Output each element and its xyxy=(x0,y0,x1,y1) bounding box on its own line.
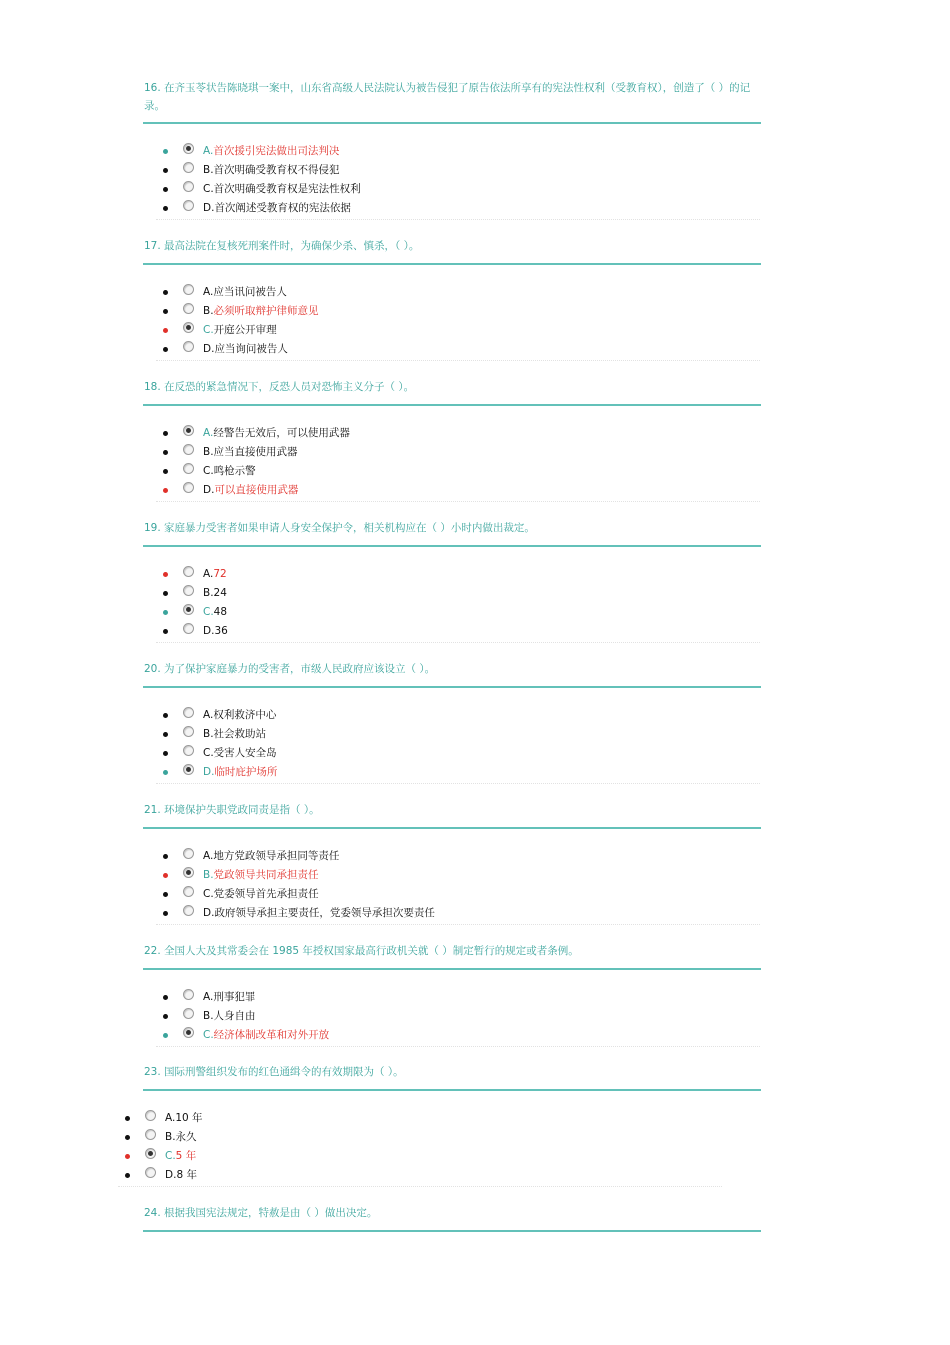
option-letter: B. xyxy=(203,1010,214,1022)
list-bullet-icon xyxy=(163,431,168,436)
option-text: 政府领导承担主要责任，党委领导承担次要责任 xyxy=(214,907,435,919)
answer-option[interactable] xyxy=(0,706,600,725)
option-separator xyxy=(156,924,760,925)
list-bullet-icon xyxy=(163,168,168,173)
radio-unchecked-icon[interactable] xyxy=(183,482,194,493)
question-text: 18. 在反恐的紧急情况下，反恐人员对恐怖主义分子（ ）。 xyxy=(144,381,415,393)
radio-unchecked-icon[interactable] xyxy=(183,566,194,577)
answer-option[interactable] xyxy=(0,622,600,641)
option-letter: A. xyxy=(203,286,214,298)
option-label xyxy=(165,1166,197,1184)
radio-checked-icon[interactable] xyxy=(183,867,194,878)
radio-unchecked-icon[interactable] xyxy=(183,623,194,634)
option-letter: A. xyxy=(203,568,214,580)
option-letter: B. xyxy=(203,305,214,317)
list-bullet-icon xyxy=(163,206,168,211)
radio-unchecked-icon[interactable] xyxy=(183,162,194,173)
option-separator xyxy=(156,360,760,361)
option-label xyxy=(203,199,351,217)
question-text: 19. 家庭暴力受害者如果申请人身安全保护令，相关机构应在（ ）小时内做出裁定。 xyxy=(144,522,535,534)
list-bullet-icon xyxy=(163,309,168,314)
option-separator xyxy=(156,1046,760,1047)
answer-option[interactable] xyxy=(0,302,600,321)
answer-option[interactable] xyxy=(0,988,600,1007)
question-text: 20. 为了保护家庭暴力的受害者，市级人民政府应该设立（ ）。 xyxy=(144,663,436,675)
list-bullet-icon xyxy=(163,751,168,756)
radio-checked-icon[interactable] xyxy=(183,322,194,333)
option-letter: D. xyxy=(203,625,215,637)
option-text: 必须听取辩护律师意见 xyxy=(213,305,319,317)
question-divider xyxy=(143,263,761,265)
answer-option[interactable] xyxy=(0,1147,600,1166)
radio-unchecked-icon[interactable] xyxy=(183,463,194,474)
option-separator xyxy=(156,783,760,784)
option-text: 党政领导共同承担责任 xyxy=(213,869,319,881)
option-text: 权利救济中心 xyxy=(213,709,277,721)
radio-unchecked-icon[interactable] xyxy=(183,848,194,859)
radio-unchecked-icon[interactable] xyxy=(183,886,194,897)
radio-unchecked-icon[interactable] xyxy=(183,726,194,737)
option-letter: C. xyxy=(203,465,214,477)
list-bullet-icon xyxy=(163,713,168,718)
answer-option[interactable] xyxy=(0,443,600,462)
option-text: 鸣枪示警 xyxy=(213,465,256,477)
list-bullet-icon xyxy=(163,450,168,455)
option-text: 8 年 xyxy=(176,1169,197,1181)
option-text: 开庭公开审理 xyxy=(213,324,277,336)
option-letter: C. xyxy=(203,324,214,336)
answer-option[interactable] xyxy=(0,603,600,622)
answer-option[interactable] xyxy=(0,161,600,180)
option-text: 受害人安全岛 xyxy=(213,747,277,759)
option-letter: C. xyxy=(203,606,214,618)
list-bullet-icon xyxy=(163,610,168,615)
option-letter: A. xyxy=(203,145,214,157)
option-label xyxy=(203,988,255,1006)
list-bullet-icon xyxy=(163,591,168,596)
option-letter: A. xyxy=(165,1112,176,1124)
option-text: 首次阐述受教育权的宪法依据 xyxy=(214,202,351,214)
option-label xyxy=(203,321,277,339)
option-label xyxy=(203,340,288,358)
option-label xyxy=(203,763,277,781)
answer-option[interactable] xyxy=(0,1128,600,1147)
list-bullet-icon xyxy=(163,469,168,474)
option-label xyxy=(203,1026,329,1044)
answer-option[interactable] xyxy=(0,340,600,359)
question-divider xyxy=(143,1230,761,1232)
option-letter: B. xyxy=(203,164,214,176)
option-label xyxy=(165,1147,196,1165)
option-text: 可以直接使用武器 xyxy=(214,484,299,496)
option-separator xyxy=(156,219,760,220)
answer-option[interactable] xyxy=(0,1007,600,1026)
option-letter: A. xyxy=(203,709,214,721)
answer-option[interactable] xyxy=(0,847,600,866)
option-label xyxy=(165,1128,197,1146)
option-label xyxy=(203,706,276,724)
option-letter: D. xyxy=(203,907,215,919)
list-bullet-icon xyxy=(163,187,168,192)
list-bullet-icon xyxy=(163,911,168,916)
question-text: 24. 根据我国宪法规定，特赦是由（ ）做出决定。 xyxy=(144,1207,378,1219)
option-label xyxy=(203,481,298,499)
option-label xyxy=(203,565,227,583)
radio-unchecked-icon[interactable] xyxy=(183,181,194,192)
question-text: 23. 国际刑警组织发布的红色通缉令的有效期限为（ ）。 xyxy=(144,1066,404,1078)
answer-option[interactable] xyxy=(0,744,600,763)
option-text: 首次援引宪法做出司法判决 xyxy=(213,145,340,157)
option-letter: A. xyxy=(203,850,214,862)
option-letter: C. xyxy=(203,183,214,195)
radio-checked-icon[interactable] xyxy=(183,604,194,615)
option-text: 地方党政领导承担同等责任 xyxy=(213,850,340,862)
answer-option[interactable] xyxy=(0,424,600,443)
list-bullet-icon xyxy=(163,854,168,859)
option-text: 48 xyxy=(213,606,228,618)
answer-option[interactable] xyxy=(0,1166,600,1185)
option-text: 人身自由 xyxy=(213,1010,256,1022)
option-separator xyxy=(156,501,760,502)
option-separator xyxy=(156,642,760,643)
option-label xyxy=(203,725,266,743)
option-text: 应当直接使用武器 xyxy=(213,446,298,458)
question-divider xyxy=(143,968,761,970)
option-letter: A. xyxy=(203,427,214,439)
radio-unchecked-icon[interactable] xyxy=(145,1110,156,1121)
option-letter: B. xyxy=(203,728,214,740)
option-text: 经济体制改革和对外开放 xyxy=(213,1029,330,1041)
radio-unchecked-icon[interactable] xyxy=(183,585,194,596)
option-label xyxy=(203,462,256,480)
list-bullet-icon xyxy=(163,572,168,577)
list-bullet-icon xyxy=(163,732,168,737)
list-bullet-icon xyxy=(125,1173,130,1178)
option-letter: B. xyxy=(203,446,214,458)
radio-checked-icon[interactable] xyxy=(183,425,194,436)
radio-unchecked-icon[interactable] xyxy=(145,1129,156,1140)
radio-unchecked-icon[interactable] xyxy=(183,284,194,295)
list-bullet-icon xyxy=(125,1154,130,1159)
option-text: 永久 xyxy=(175,1131,197,1143)
option-label xyxy=(203,424,350,442)
list-bullet-icon xyxy=(163,1033,168,1038)
list-bullet-icon xyxy=(163,892,168,897)
option-text: 10 年 xyxy=(175,1112,203,1124)
answer-option[interactable] xyxy=(0,199,600,218)
radio-unchecked-icon[interactable] xyxy=(183,200,194,211)
option-label xyxy=(203,1007,256,1025)
radio-unchecked-icon[interactable] xyxy=(183,989,194,1000)
answer-option[interactable] xyxy=(0,763,600,782)
option-letter: D. xyxy=(203,343,215,355)
option-label xyxy=(203,584,227,602)
option-letter: D. xyxy=(203,766,215,778)
list-bullet-icon xyxy=(163,1014,168,1019)
answer-option[interactable] xyxy=(0,725,600,744)
radio-unchecked-icon[interactable] xyxy=(183,905,194,916)
radio-checked-icon[interactable] xyxy=(145,1148,156,1159)
radio-unchecked-icon[interactable] xyxy=(145,1167,156,1178)
answer-option[interactable] xyxy=(0,142,600,161)
option-text: 经警告无效后，可以使用武器 xyxy=(213,427,350,439)
radio-checked-icon[interactable] xyxy=(183,1027,194,1038)
option-letter: C. xyxy=(203,888,214,900)
list-bullet-icon xyxy=(163,770,168,775)
answer-option[interactable] xyxy=(0,885,600,904)
option-label xyxy=(203,161,340,179)
option-text: 首次明确受教育权是宪法性权利 xyxy=(213,183,361,195)
question-text: 17. 最高法院在复核死刑案件时，为确保少杀、慎杀，（ ）。 xyxy=(144,240,420,252)
answer-option[interactable] xyxy=(0,283,600,302)
answer-option[interactable] xyxy=(0,481,600,500)
option-text: 社会救助站 xyxy=(213,728,267,740)
list-bullet-icon xyxy=(163,290,168,295)
question-text: 16. 在齐玉苓状告陈晓琪一案中，山东省高级人民法院认为被告侵犯了原告依法所享有的宪法性权利（受教育权），创造了（ ）的记录。 xyxy=(144,82,751,112)
list-bullet-icon xyxy=(163,328,168,333)
option-letter: D. xyxy=(203,484,215,496)
option-label xyxy=(203,744,277,762)
option-label xyxy=(203,142,339,160)
answer-option[interactable] xyxy=(0,904,600,923)
answer-option[interactable] xyxy=(0,584,600,603)
option-letter: B. xyxy=(165,1131,176,1143)
option-letter: D. xyxy=(165,1169,177,1181)
option-label xyxy=(203,904,435,922)
list-bullet-icon xyxy=(163,873,168,878)
option-text: 首次明确受教育权不得侵犯 xyxy=(213,164,340,176)
question-divider xyxy=(143,545,761,547)
answer-option[interactable] xyxy=(0,180,600,199)
radio-unchecked-icon[interactable] xyxy=(183,707,194,718)
option-text: 5 年 xyxy=(175,1150,197,1162)
question-text: 22. 全国人大及其常委会在 1985 年授权国家最高行政机关就（ ）制定暂行的规定或者条例。 xyxy=(144,945,579,957)
option-text: 36 xyxy=(214,625,228,637)
option-text: 刑事犯罪 xyxy=(213,991,256,1003)
option-letter: C. xyxy=(165,1150,176,1162)
list-bullet-icon xyxy=(125,1135,130,1140)
list-bullet-icon xyxy=(163,488,168,493)
answer-option[interactable] xyxy=(0,1026,600,1045)
option-separator xyxy=(118,1186,722,1187)
option-text: 临时庇护场所 xyxy=(214,766,278,778)
answer-option[interactable] xyxy=(0,462,600,481)
option-label xyxy=(203,847,339,865)
option-label xyxy=(203,180,361,198)
option-label xyxy=(203,603,227,621)
option-label xyxy=(203,622,228,640)
option-text: 24 xyxy=(213,587,227,599)
option-letter: B. xyxy=(203,869,214,881)
option-label xyxy=(203,866,319,884)
list-bullet-icon xyxy=(163,149,168,154)
question-divider xyxy=(143,827,761,829)
answer-option[interactable] xyxy=(0,321,600,340)
list-bullet-icon xyxy=(163,347,168,352)
option-label xyxy=(203,443,298,461)
option-letter: C. xyxy=(203,747,214,759)
answer-option[interactable] xyxy=(0,1109,600,1128)
option-label xyxy=(203,885,319,903)
option-text: 72 xyxy=(213,568,227,580)
option-letter: C. xyxy=(203,1029,214,1041)
radio-unchecked-icon[interactable] xyxy=(183,1008,194,1019)
answer-option[interactable] xyxy=(0,866,600,885)
question-divider xyxy=(143,404,761,406)
question-text: 21. 环境保护失职党政同责是指（ ）。 xyxy=(144,804,320,816)
radio-checked-icon[interactable] xyxy=(183,143,194,154)
question-divider xyxy=(143,122,761,124)
option-text: 应当询问被告人 xyxy=(214,343,288,355)
list-bullet-icon xyxy=(163,995,168,1000)
option-label xyxy=(203,302,319,320)
radio-unchecked-icon[interactable] xyxy=(183,341,194,352)
radio-checked-icon[interactable] xyxy=(183,764,194,775)
list-bullet-icon xyxy=(163,629,168,634)
list-bullet-icon xyxy=(125,1116,130,1121)
option-letter: B. xyxy=(203,587,214,599)
answer-option[interactable] xyxy=(0,565,600,584)
option-text: 应当讯问被告人 xyxy=(213,286,287,298)
radio-unchecked-icon[interactable] xyxy=(183,745,194,756)
option-label xyxy=(165,1109,203,1127)
option-letter: A. xyxy=(203,991,214,1003)
option-text: 党委领导首先承担责任 xyxy=(213,888,319,900)
question-divider xyxy=(143,686,761,688)
option-label xyxy=(203,283,287,301)
radio-unchecked-icon[interactable] xyxy=(183,444,194,455)
radio-unchecked-icon[interactable] xyxy=(183,303,194,314)
option-letter: D. xyxy=(203,202,215,214)
question-divider xyxy=(143,1089,761,1091)
